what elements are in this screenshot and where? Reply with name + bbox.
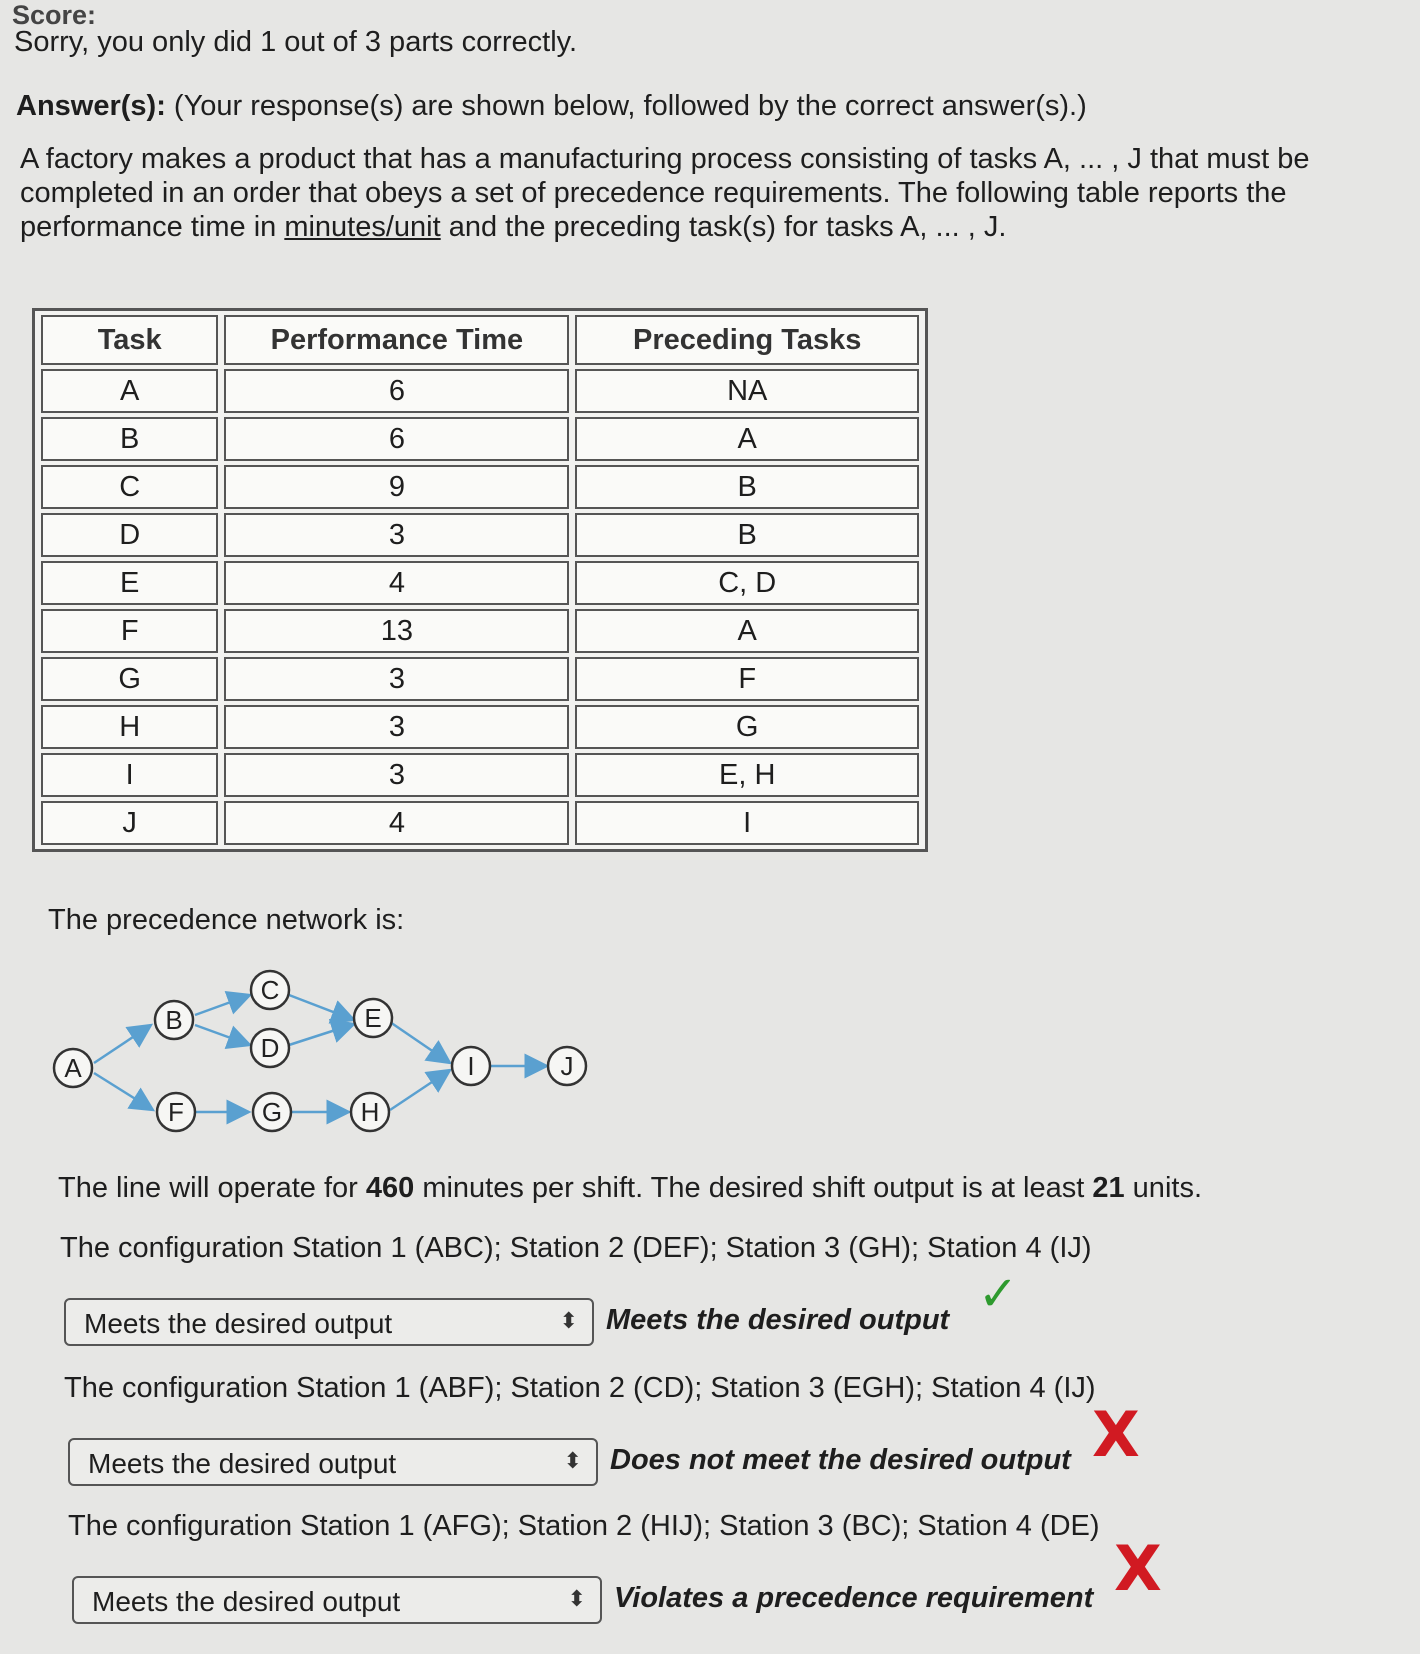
cell-task: A	[41, 369, 218, 413]
cell-task: B	[41, 417, 218, 461]
answers-heading	[16, 90, 1087, 123]
cell-time: 3	[224, 753, 569, 797]
edge-a-f	[94, 1073, 153, 1110]
problem-text-before: A factory makes a product that has a manufacturing process consisting of tasks A, ... , J that must be completed in an order that obeys a set of precedence requirements. The following table reports the performance time in	[20, 143, 1310, 243]
config-3-response: Meets the desired output	[92, 1586, 401, 1617]
table-header-row	[41, 315, 919, 365]
table-row	[41, 417, 919, 461]
node-label-h: H	[360, 1097, 380, 1127]
cell-task: G	[41, 657, 218, 701]
cross-icon: X	[1114, 1532, 1162, 1605]
shift-minutes: 460	[365, 1172, 415, 1204]
cell-task: E	[41, 561, 218, 605]
table-row	[41, 657, 919, 701]
cell-preceding: G	[575, 705, 919, 749]
node-label-g: G	[261, 1097, 283, 1127]
config-2-response: Meets the desired output	[88, 1448, 397, 1479]
node-label-i: I	[467, 1051, 475, 1081]
select-arrows-icon: ⬍	[563, 1448, 582, 1473]
cell-preceding: A	[575, 609, 919, 653]
table-row	[41, 801, 919, 845]
check-icon: ✓	[978, 1268, 1019, 1321]
network-label: The precedence network is:	[48, 904, 405, 936]
shift-units: 21	[1092, 1172, 1125, 1204]
node-label-f: F	[168, 1097, 184, 1127]
cell-preceding: B	[575, 513, 919, 557]
node-label-j: J	[560, 1051, 574, 1081]
table-row	[41, 513, 919, 557]
table-row	[41, 609, 919, 653]
config-3-text: The configuration Station 1 (AFG); Station 2 (HIJ); Station 3 (BC); Station 4 (DE)	[68, 1510, 1100, 1542]
config-1-response: Meets the desired output	[84, 1308, 393, 1339]
edge-b-c	[195, 995, 250, 1015]
shift-middle: minutes per shift. The desired shift output is at least	[414, 1172, 1093, 1204]
config-2-text: The configuration Station 1 (ABF); Station 2 (CD); Station 3 (EGH); Station 4 (IJ)	[64, 1372, 1096, 1404]
cell-task: H	[41, 705, 218, 749]
edge-a-b	[94, 1025, 151, 1063]
node-label-a: A	[64, 1053, 82, 1083]
score-message: Sorry, you only did 1 out of 3 parts correctly.	[14, 26, 578, 58]
shift-suffix: units.	[1124, 1172, 1202, 1204]
node-label-d: D	[260, 1033, 280, 1063]
config-2-select[interactable]	[68, 1438, 598, 1486]
task-table	[32, 308, 928, 852]
cell-preceding: NA	[575, 369, 919, 413]
cell-time: 3	[224, 513, 569, 557]
shift-prefix: The line will operate for	[58, 1172, 366, 1204]
edge-d-e	[289, 1024, 354, 1045]
cell-time: 6	[224, 417, 569, 461]
select-arrows-icon: ⬍	[559, 1308, 578, 1333]
answers-label: Answer(s):	[16, 90, 166, 122]
config-1-select[interactable]	[64, 1298, 594, 1346]
cell-time: 13	[224, 609, 569, 653]
cell-preceding: F	[575, 657, 919, 701]
cell-preceding: B	[575, 465, 919, 509]
cell-task: I	[41, 753, 218, 797]
header-task: Task	[41, 315, 218, 365]
header-performance-time: Performance Time	[224, 315, 569, 365]
edge-h-i	[390, 1070, 450, 1110]
cross-icon: X	[1092, 1398, 1140, 1471]
problem-text-after: and the preceding task(s) for tasks A, ... , J.	[440, 211, 1007, 243]
answers-note: (Your response(s) are shown below, followed by the correct answer(s).)	[173, 90, 1087, 122]
table-row	[41, 369, 919, 413]
cell-task: D	[41, 513, 218, 557]
shift-info	[58, 1172, 1202, 1205]
edge-c-e	[289, 995, 354, 1020]
cell-time: 3	[224, 705, 569, 749]
header-preceding-tasks: Preceding Tasks	[575, 315, 919, 365]
config-3-select[interactable]	[72, 1576, 602, 1624]
precedence-network	[40, 960, 640, 1140]
table-row	[41, 753, 919, 797]
node-label-b: B	[165, 1005, 183, 1035]
edge-b-d	[195, 1025, 250, 1045]
cell-time: 4	[224, 561, 569, 605]
cell-preceding: I	[575, 801, 919, 845]
cell-preceding: A	[575, 417, 919, 461]
unit-link[interactable]: minutes/unit	[284, 211, 441, 243]
problem-statement	[20, 142, 1380, 244]
node-label-e: E	[364, 1003, 382, 1033]
node-label-c: C	[260, 975, 280, 1005]
score-label: Score:	[12, 0, 97, 30]
table-row	[41, 561, 919, 605]
cell-time: 6	[224, 369, 569, 413]
table-row	[41, 465, 919, 509]
select-arrows-icon: ⬍	[567, 1586, 586, 1611]
table-row	[41, 705, 919, 749]
cell-task: F	[41, 609, 218, 653]
edge-e-i	[390, 1022, 450, 1063]
cell-time: 3	[224, 657, 569, 701]
cell-task: C	[41, 465, 218, 509]
cell-preceding: C, D	[575, 561, 919, 605]
config-1-text: The configuration Station 1 (ABC); Station 2 (DEF); Station 3 (GH); Station 4 (IJ)	[60, 1232, 1092, 1264]
cell-time: 9	[224, 465, 569, 509]
config-3-correct-answer: Violates a precedence requirement	[614, 1582, 1094, 1614]
cell-task: J	[41, 801, 218, 845]
cell-time: 4	[224, 801, 569, 845]
config-2-correct-answer: Does not meet the desired output	[610, 1444, 1071, 1476]
cell-preceding: E, H	[575, 753, 919, 797]
config-1-correct-answer: Meets the desired output	[606, 1304, 950, 1336]
